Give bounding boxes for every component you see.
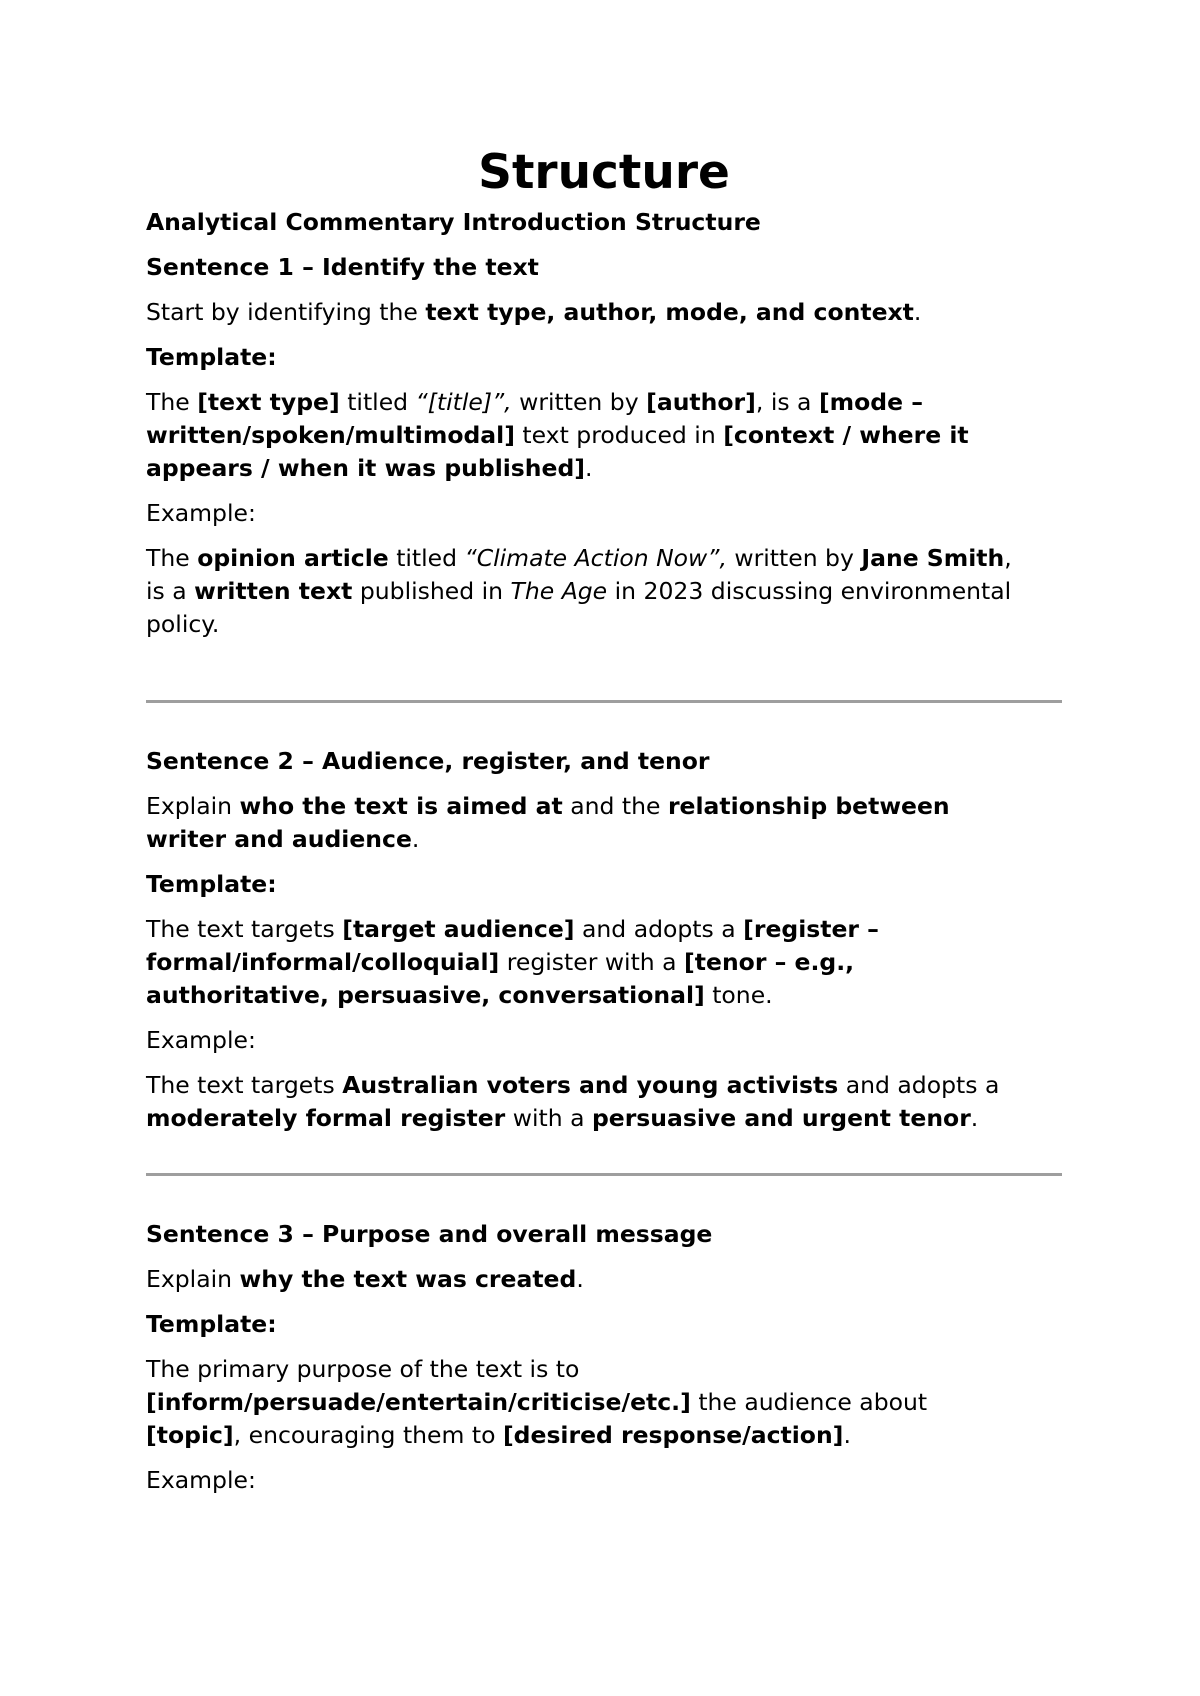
- section-2-template-label: Template:: [146, 870, 277, 898]
- text-run: opinion article: [197, 544, 389, 572]
- section-1-heading: Sentence 1 – Identify the text: [146, 253, 539, 281]
- section-1-template-line-2: [146, 419, 1062, 452]
- section-2-template-line-3: [146, 979, 1062, 1012]
- section-3-example-label: Example:: [146, 1466, 256, 1494]
- text-run: [author]: [646, 388, 756, 416]
- horizontal-divider: [146, 1173, 1062, 1176]
- text-run: and adopts a: [838, 1071, 1000, 1099]
- section-1-intro: [146, 296, 1062, 329]
- section-3-template-line-2: [146, 1386, 1062, 1419]
- text-run: [text type]: [197, 388, 340, 416]
- text-run: The text targets: [146, 1071, 343, 1099]
- text-run: relationship between: [667, 792, 950, 820]
- text-run: .: [843, 1421, 851, 1449]
- section-2-intro-line-2: [146, 823, 1062, 856]
- text-run: , encouraging them to: [233, 1421, 503, 1449]
- section-3-intro: [146, 1263, 1062, 1296]
- horizontal-divider: [146, 700, 1062, 703]
- text-run: Start by identifying the: [146, 298, 426, 326]
- text-run: .: [970, 1104, 979, 1132]
- text-run: written by: [726, 544, 862, 572]
- text-run: The: [146, 388, 198, 416]
- text-run: The text targets: [146, 915, 343, 943]
- text-run: who the text is aimed at: [239, 792, 563, 820]
- text-run: written by: [511, 388, 647, 416]
- text-run: authoritative, persuasive, conversational]: [146, 981, 705, 1009]
- text-run: and adopts a: [574, 915, 744, 943]
- text-run: [tenor – e.g.,: [684, 948, 855, 976]
- section-1-example-label: Example:: [146, 499, 256, 527]
- text-run: is a: [146, 577, 195, 605]
- text-run: , is a: [755, 388, 819, 416]
- section-1-example-line-2: [146, 575, 1062, 608]
- section-3-template-line-3: [146, 1419, 1062, 1452]
- section-1-template-label: Template:: [146, 343, 277, 371]
- text-run: .: [585, 454, 593, 482]
- text-run: Jane Smith: [861, 544, 1005, 572]
- text-run: “[title]”,: [415, 388, 512, 416]
- text-run: titled: [339, 388, 416, 416]
- text-run: persuasive and urgent tenor: [591, 1104, 971, 1132]
- text-run: tone.: [704, 981, 773, 1009]
- text-run: published in: [352, 577, 511, 605]
- text-run: Explain: [146, 792, 240, 820]
- section-2-example-line-1: [146, 1069, 1062, 1102]
- section-1-example-line-3: policy.: [146, 610, 220, 638]
- text-run: [register –: [743, 915, 879, 943]
- text-run: Australian voters and young activists: [342, 1071, 839, 1099]
- text-run: [context / where it: [723, 421, 969, 449]
- section-3-template-label: Template:: [146, 1310, 277, 1338]
- section-2-intro-line-1: [146, 790, 1062, 823]
- text-run: [inform/persuade/entertain/criticise/etc.]: [146, 1388, 691, 1416]
- text-run: with a: [505, 1104, 592, 1132]
- text-run: [topic]: [146, 1421, 234, 1449]
- section-2-heading: Sentence 2 – Audience, register, and tenor: [146, 747, 710, 775]
- section-1-example-line-1: [146, 542, 1062, 575]
- page-title: Structure: [478, 145, 730, 200]
- text-run: [desired response/action]: [502, 1421, 844, 1449]
- text-run: text produced in: [514, 421, 724, 449]
- document-subtitle: Analytical Commentary Introduction Structure: [146, 208, 761, 236]
- section-3-template-line-1: The primary purpose of the text is to: [146, 1355, 580, 1383]
- text-run: written/spoken/multimodal]: [146, 421, 515, 449]
- text-run: ,: [1004, 544, 1012, 572]
- section-1-template-line-3: [146, 452, 1062, 485]
- text-run: written text: [194, 577, 353, 605]
- text-run: writer and audience: [146, 825, 412, 853]
- text-run: .: [411, 825, 420, 853]
- text-run: “Climate Action Now”,: [464, 544, 727, 572]
- text-run: The Age: [510, 577, 608, 605]
- text-run: appears / when it was published]: [146, 454, 586, 482]
- text-run: Explain: [146, 1265, 240, 1293]
- section-2-template-line-1: [146, 913, 1062, 946]
- text-run: text type, author, mode, and context: [425, 298, 914, 326]
- text-run: in 2023 discussing environmental: [607, 577, 1012, 605]
- text-run: titled: [388, 544, 465, 572]
- text-run: [target audience]: [342, 915, 575, 943]
- section-2-template-line-2: [146, 946, 1062, 979]
- text-run: register with a: [499, 948, 685, 976]
- text-run: .: [913, 298, 922, 326]
- text-run: [mode –: [818, 388, 924, 416]
- text-run: the audience about: [690, 1388, 928, 1416]
- text-run: moderately formal register: [146, 1104, 506, 1132]
- text-run: .: [576, 1265, 584, 1293]
- text-run: why the text was created: [239, 1265, 577, 1293]
- section-1-template-line-1: [146, 386, 1062, 419]
- text-run: and the: [562, 792, 668, 820]
- section-3-heading: Sentence 3 – Purpose and overall message: [146, 1220, 713, 1248]
- section-2-example-line-2: [146, 1102, 1062, 1135]
- text-run: The: [146, 544, 198, 572]
- section-2-example-label: Example:: [146, 1026, 256, 1054]
- text-run: formal/informal/colloquial]: [146, 948, 500, 976]
